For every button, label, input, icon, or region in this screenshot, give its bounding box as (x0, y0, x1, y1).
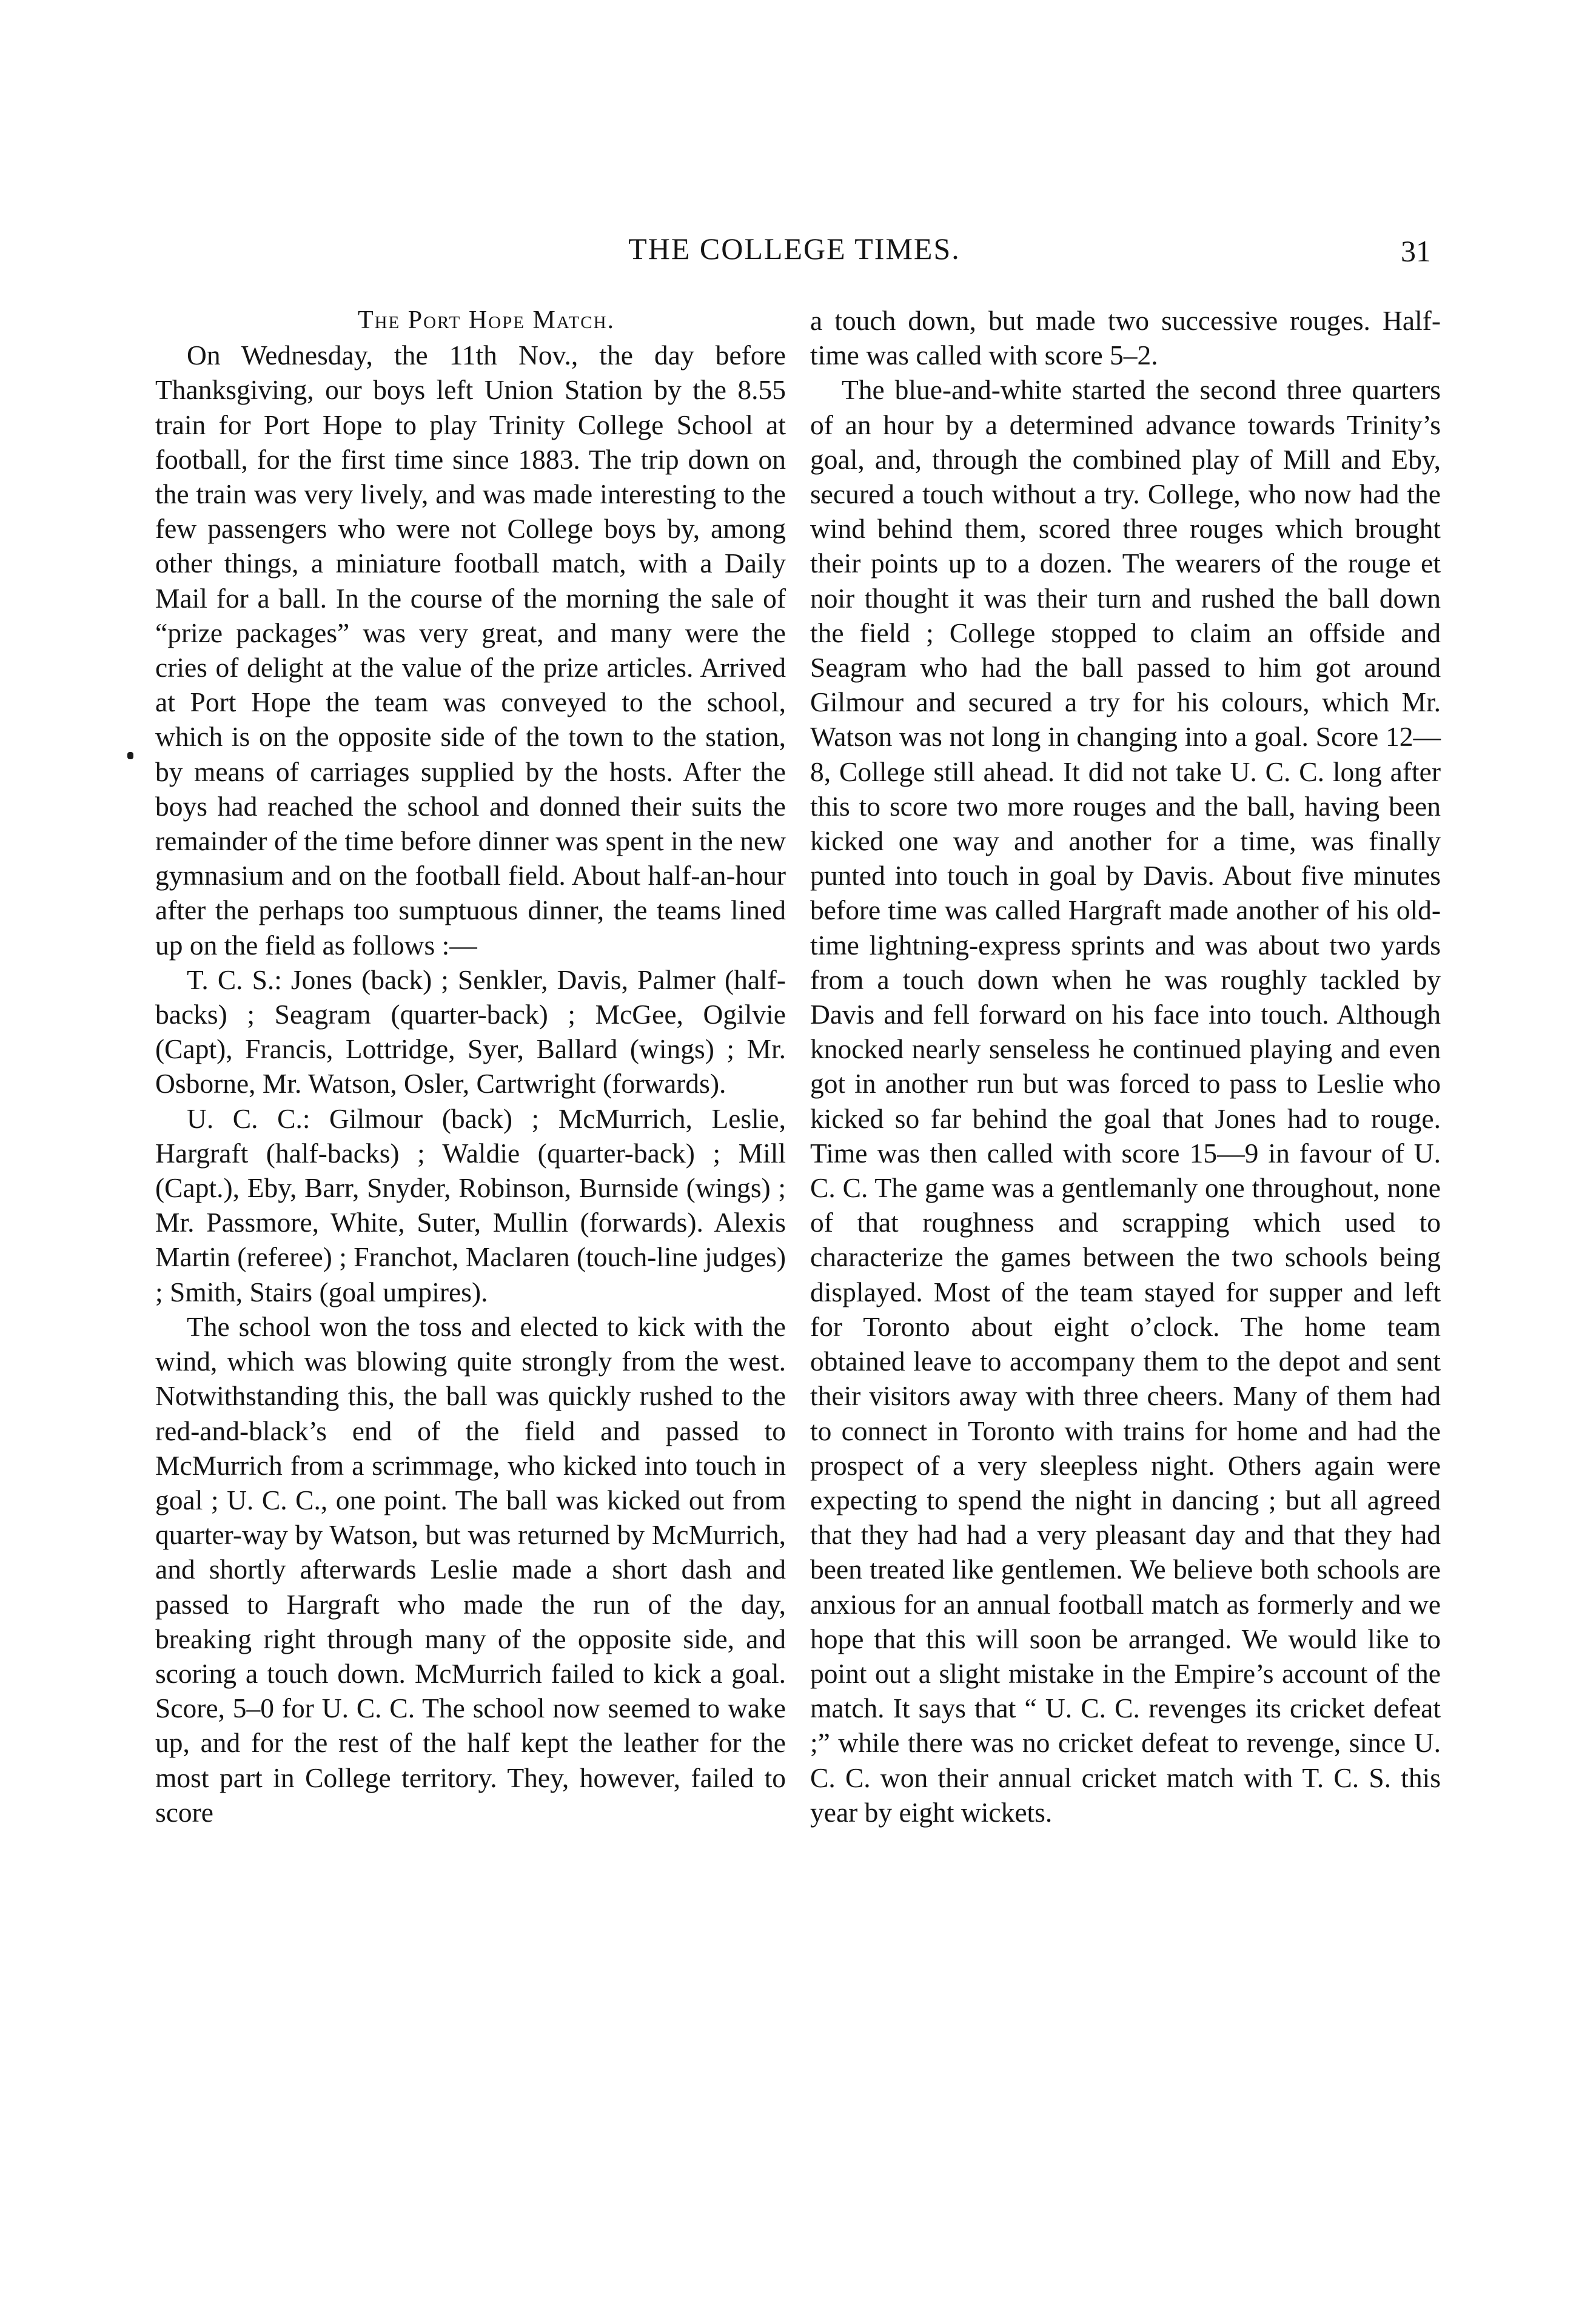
right-column (810, 303, 1441, 1830)
paragraph-trip: On Wednesday, the 11th Nov., the day before Thanksgiving, our boys left Union Station by the 8.55 train for Port Hope to play Trinity College School at football, for the first time since 1883. The trip down on the train was very lively, and was made interesting to the few passengers who were not College boys by, among other things, a miniature football match, with a Daily Mail for a ball. In the course of the morning the sale of “prize packages” was very great, and many were the cries of delight at the value of the prize articles. Arrived at Port Hope the team was conveyed to the school, which is on the opposite side of the town to the station, by means of carriages supplied by the hosts. After the boys had reached the school and donned their suits the remainder of the time before dinner was spent in the new gymnasium and on the football field. About half-an-hour after the perhaps too sumptuous dinner, the teams lined up on the field as follows :— (155, 340, 786, 961)
paragraph-second-half: The blue-and-white started the second three quarters of an hour by a determined advance towards Trinity’s goal, and, through the combined play of Mill and Eby, secured a touch without a try. College, who now had the wind behind them, scored three rouges which brought their points up to a dozen. The wearers of the rouge et noir thought it was their turn and rushed the ball down the field ; College stopped to claim an offside and Seagram who had the ball passed to him got around Gilmour and secured a try for his colours, which Mr. Watson was not long in changing into a goal. Score 12—8, College still ahead. It did not take U. C. C. long after this to score two more rouges and the ball, having been kicked one way and another for a time, was finally punted into touch in goal by Davis. About five minutes before time was called Hargraft made another of his old-time lightning-express sprints and was about two yards from a touch down when he was roughly tackled by Davis and fell forward on his face into touch. Although knocked nearly senseless he continued playing and even got in another run but was forced to pass to Leslie who kicked so far behind the goal that Jones had to rouge. Time was then called with score 15—9 in favour of U. C. C. The game was a gentlemanly one throughout, none of that roughness and scrapping which used to characterize the games between the two schools being displayed. Most of the team stayed for supper and left for Toronto about eight o’clock. The home team obtained leave to accompany them to the depot and sent their visitors away with three cheers. Many of them had to connect in Toronto with trains for home and had the prospect of a very sleepless night. Others again were expecting to spend the night in dancing ; but all agreed that they had had a very pleasant day and that they had been treated like gentlemen. We believe both schools are anxious for an annual football match as formerly and we hope that this will soon be arranged. We would like to point out a slight mistake in the Empire’s account of the match. It says that “ U. C. C. revenges its cricket defeat ;” while there was no cricket defeat to revenge, since U. C. C. won their annual cricket match with T. C. S. this year by eight wickets. (810, 374, 1441, 1828)
margin-mark (127, 752, 133, 759)
page-number: 31 (1401, 234, 1431, 268)
running-head (158, 230, 1431, 279)
left-column (155, 303, 786, 1830)
paragraph-first-half-continued: a touch down, but made two successive rouges. Half-time was called with score 5–2. (810, 305, 1441, 371)
publication-title: THE COLLEGE TIMES. (628, 232, 961, 266)
paragraph-first-half: The school won the toss and elected to kick with the wind, which was blowing quite strongly from the west. Notwithstanding this, the ball was quickly rushed to the red-and-black’s end of the field and passed to McMurrich from a scrimmage, who kicked into touch in goal ; U. C. C., one point. The ball was kicked out from quarter-way by Watson, but was returned by McMurrich, and shortly afterwards Leslie made a short dash and passed to Hargraft who made the run of the day, breaking right through many of the opposite side, and scoring a touch down. McMurrich failed to kick a goal. Score, 5–0 for U. C. C. The school now seemed to wake up, and for the rest of the half kept the leather for the most part in College territory. They, however, failed to score (155, 1311, 786, 1828)
paragraph-ucc-lineup: U. C. C.: Gilmour (back) ; McMurrich, Leslie, Hargraft (half-backs) ; Waldie (quarter-back) ; Mill (Capt.), Eby, Barr, Snyder, Robinson, Burnside (wings) ; Mr. Passmore, White, Suter, Mullin (forwards). Alexis Martin (referee) ; Franchot, Maclaren (touch-line judges) ; Smith, Stairs (goal umpires). (155, 1102, 786, 1307)
paragraph-tcs-lineup: T. C. S.: Jones (back) ; Senkler, Davis, Palmer (half-backs) ; Seagram (quarter-back) ; McGee, Ogilvie (Capt), Francis, Lottridge, Syer, Ballard (wings) ; Mr. Osborne, Mr. Watson, Osler, Cartwright (forwards). (155, 964, 786, 1099)
article-heading: The Port Hope Match. (357, 306, 615, 334)
